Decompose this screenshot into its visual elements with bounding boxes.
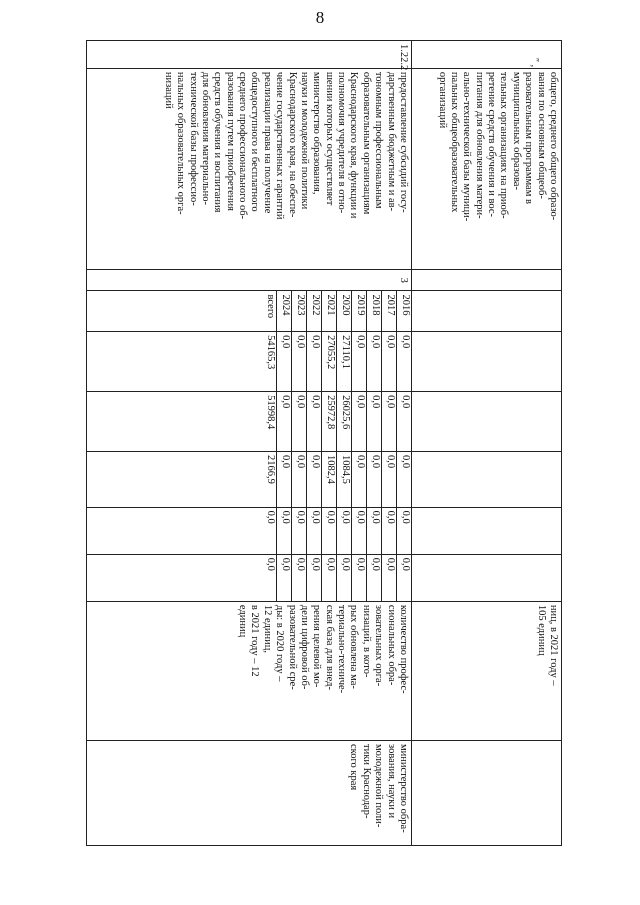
table-cell-value: 27055,2 [322, 332, 337, 391]
table-cell-value: 0,0 [277, 332, 292, 391]
regional-list [262, 452, 411, 507]
table-cell-value: 0,0 [307, 392, 322, 451]
other-list [262, 555, 411, 601]
table-cell-value: 0,0 [292, 332, 307, 391]
table-cell-value: 0,0 [337, 508, 352, 554]
program-table [86, 40, 562, 846]
row-target: количество профес- сиональных обра- зовательных орга- низаций, в кото- рых обновлена ма- териально-техниче- ская база для внед- рения целевой мо- дели цифровой об- разовательной сре- ды: в 2020 году – 12 единиц, в 2021 году – 12 единиц [87, 601, 412, 740]
table-cell-value: 0,0 [307, 452, 322, 507]
row-target: ниц, в 2021 году – 105 единиц [412, 601, 562, 740]
table-cell-value: 0,0 [307, 332, 322, 391]
table-cell-value: 0,0 [400, 395, 411, 409]
table-cell-value: 2166,9 [262, 452, 277, 507]
total-list [262, 332, 411, 391]
table-cell-value: 0,0 [277, 452, 292, 507]
table-cell-value: 0,0 [352, 452, 367, 507]
table-cell-value: 0,0 [352, 392, 367, 451]
table-cell-value: 0,0 [277, 555, 292, 601]
table-cell-value: 0,0 [352, 508, 367, 554]
table-cell-value: 2019 [352, 291, 367, 331]
page-number: 8 [315, 8, 325, 27]
table-cell-value: 0,0 [277, 508, 292, 554]
row-col3: 3 [87, 270, 412, 291]
table-cell-value: 1082,4 [322, 452, 337, 507]
row-responsible [412, 741, 562, 846]
table-cell-value: 0,0 [367, 392, 382, 451]
table-cell-value: всего [262, 291, 277, 331]
table-cell-value: 0,0 [292, 555, 307, 601]
table-row [412, 41, 562, 846]
table-cell-value: 1084,5 [337, 452, 352, 507]
row-name: предоставление субсидий госу- дарственным бюджетным и ав- тономным профессиональным образовательным организациям Краснодарского края, функции и полномочия учредителя в отно- шении которых осуществляет министерство образования, науки и молодежной политики Краснодарского края, на обеспе- чение государственных гарантий реализации права на получение общедоступного и бесплатного среднего профессионального об- разования путем приобретения средств обучения и воспитания для обновления материально- технической базы профессио- нальных образовательных орга- низаций [87, 68, 412, 269]
table-cell-value: 2020 [337, 291, 352, 331]
row-id [412, 41, 562, 69]
table-cell-value: 0,0 [400, 455, 411, 469]
local-list [262, 508, 411, 554]
table-cell-value: 0,0 [262, 555, 277, 601]
table-row [87, 41, 412, 846]
row-col3 [412, 270, 562, 291]
table-cell-value: 25972,8 [322, 392, 337, 451]
table-cell-value: 0,0 [277, 392, 292, 451]
table-cell-value: 0,0 [262, 508, 277, 554]
table-cell-value: 0,0 [382, 392, 397, 451]
table-cell-value: 0,0 [292, 392, 307, 451]
row-responsible: министерство обра- зования, науки и молодежной поли- тики Краснодар- ского края [87, 741, 412, 846]
table-cell-value: 0,0 [292, 452, 307, 507]
table-cell-value: 26025,6 [337, 392, 352, 451]
table-cell-value: 0,0 [337, 555, 352, 601]
table-cell-value: 2022 [307, 291, 322, 331]
rotated-page [86, 40, 562, 846]
table-cell-value: 0,0 [382, 555, 397, 601]
years-cell [87, 291, 412, 332]
table-cell-value: 2016 [400, 294, 411, 316]
table-cell-value: 2018 [367, 291, 382, 331]
local-cell [87, 507, 412, 554]
table-cell-value: 0,0 [382, 452, 397, 507]
table-cell-value: 0,0 [367, 508, 382, 554]
table-cell-value: 0,0 [367, 332, 382, 391]
table-cell-value: 0,0 [400, 510, 411, 524]
regional-cell [87, 452, 412, 508]
total-cell [87, 332, 412, 392]
table-cell-value: 0,0 [292, 508, 307, 554]
table-cell-value: 54165,3 [262, 332, 277, 391]
table-cell-value: 2024 [277, 291, 292, 331]
table-cell-value: 0,0 [322, 555, 337, 601]
table-cell-value: 0,0 [367, 555, 382, 601]
other-cell [87, 554, 412, 601]
table-cell-value: 51998,4 [262, 392, 277, 451]
table-cell-value: 0,0 [352, 555, 367, 601]
federal-list [262, 392, 411, 451]
table-cell-value: 0,0 [382, 332, 397, 391]
table-cell-value: 0,0 [352, 332, 367, 391]
table-cell-value: 0,0 [400, 557, 411, 571]
years-list [262, 291, 411, 331]
table-cell-value: 0,0 [382, 508, 397, 554]
corner-mark: ″ , [529, 58, 540, 68]
federal-cell [87, 392, 412, 452]
table-cell-value: 2023 [292, 291, 307, 331]
table-cell-value: 0,0 [307, 555, 322, 601]
table-cell-value: 2021 [322, 291, 337, 331]
table-cell-value: 0,0 [400, 335, 411, 349]
table-cell-value: 0,0 [322, 508, 337, 554]
table-cell-value: 0,0 [307, 508, 322, 554]
row-name: общего, среднего общего образо- вания по основным общеоб- разовательным программам в муниципальных образова- тельных организациях на приоб- ретение средств обучения и вос- питания для обновления матери- ально-технической базы муници- пальных общеобразовательных организаций [412, 68, 562, 269]
table-cell-value: 2017 [382, 291, 397, 331]
row-id: 1.22.2 [87, 41, 412, 69]
table-cell-value: 0,0 [367, 452, 382, 507]
table-cell-value: 27110,1 [337, 332, 352, 391]
